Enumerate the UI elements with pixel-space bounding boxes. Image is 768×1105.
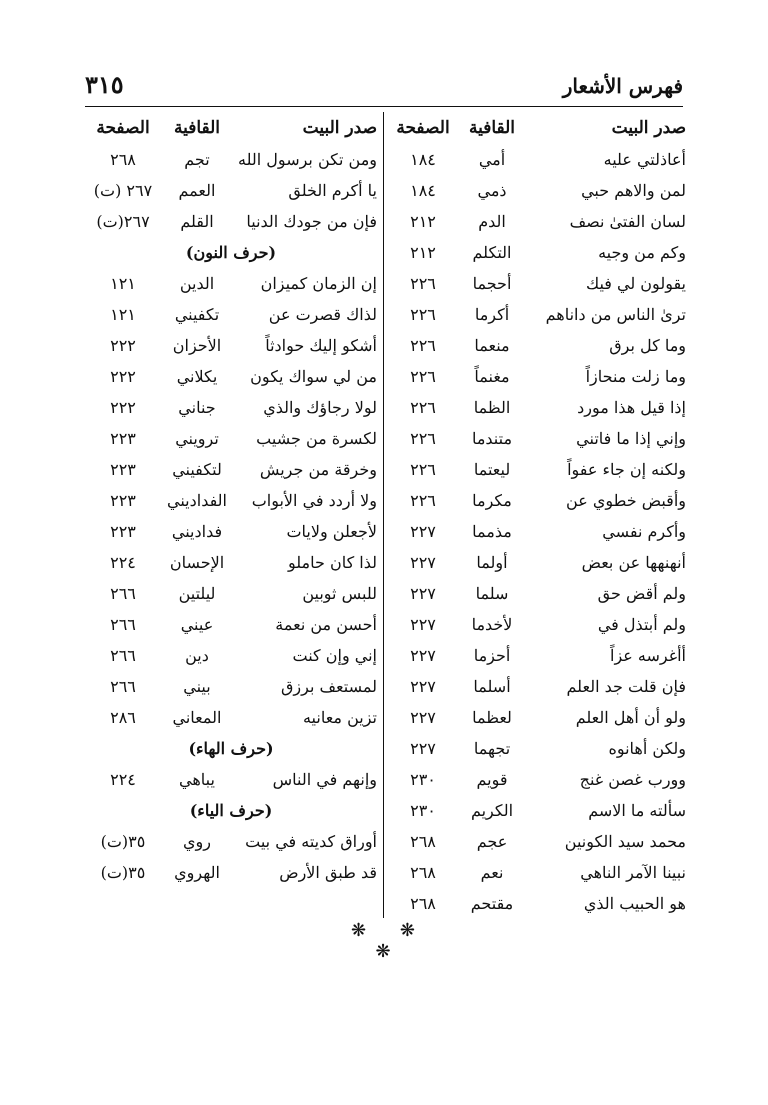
page-ref: ٢٦٨: [410, 832, 436, 851]
verse-start: أأغرسه عزاً: [610, 646, 686, 665]
rhyme-word: ليلتين: [178, 584, 216, 603]
page-ref: ٢٦٧ (ت): [93, 181, 153, 200]
index-entry: [85, 175, 377, 206]
page-title: فهرس الأشعار: [562, 74, 683, 98]
page-ref: ٢٦٨: [110, 150, 136, 169]
index-entry: [85, 516, 377, 547]
index-entry: [85, 857, 377, 888]
index-entry: [85, 299, 377, 330]
page-ref: ٢٢٢: [110, 367, 136, 386]
index-entry: [390, 609, 686, 640]
index-entry: [85, 702, 377, 733]
page-ref: ٢٢٦: [410, 491, 436, 510]
index-entry: [390, 175, 686, 206]
verse-start: لأجعلن ولايات: [286, 522, 377, 541]
verse-start: أحسن من نعمة: [275, 615, 377, 634]
verse-start: هو الحبيب الذي: [583, 894, 686, 913]
verse-start: إن الزمان كميزان: [260, 274, 377, 293]
rhyme-word: لتكفيني: [172, 460, 222, 479]
section-label: (حرف الياء): [189, 801, 273, 820]
page-ref: ٢٢٣: [110, 491, 136, 510]
page-ref: ٢٣٠: [410, 770, 436, 789]
rhyme-word: الهروي: [174, 863, 220, 882]
page-ref: ١٨٤: [410, 181, 436, 200]
rhyme-word: أحجما: [472, 274, 512, 293]
page-ref: ٢٢٢: [110, 336, 136, 355]
rhyme-word: أحزما: [473, 646, 511, 665]
page-ref: ٢٢٧: [410, 708, 436, 727]
rhyme-word: لعظما: [472, 708, 512, 727]
rhyme-word: القلم: [180, 212, 214, 231]
rhyme-word: ليعتما: [473, 460, 511, 479]
verse-start: لكسرة من جشيب: [256, 429, 377, 448]
verse-start: ولكن أهانوه: [608, 739, 686, 758]
header-rule: [85, 106, 683, 107]
index-entry: [85, 609, 377, 640]
rhyme-word: لأخدما: [471, 615, 513, 634]
rhyme-word: سلما: [475, 584, 509, 603]
index-entry: [390, 702, 686, 733]
index-entry: [390, 516, 686, 547]
page-ref: ٢٢٧: [410, 522, 436, 541]
rhyme-word: متندما: [471, 429, 513, 448]
letter-section-heading: [85, 237, 377, 268]
rhyme-word: الإحسان: [169, 553, 225, 572]
rhyme-word: مذمما: [472, 522, 512, 541]
page-ref: ٢٢٧: [410, 553, 436, 572]
verse-start: ومن تكن برسول الله: [238, 150, 377, 169]
verse-start: وإني إذا ما فاتني: [576, 429, 686, 448]
section-label: (حرف النون): [185, 243, 277, 262]
rhyme-word: تجهما: [473, 739, 511, 758]
letter-section-heading: [85, 795, 377, 826]
header-verse-start: صدر البيت: [302, 118, 377, 138]
rhyme-word: يباهي: [179, 770, 215, 789]
rhyme-word: عيني: [180, 615, 214, 634]
rhyme-word: الكريم: [470, 801, 514, 820]
page-ref: ٢٦٦: [110, 677, 136, 696]
verse-start: ولكنه إن جاء عفواً: [567, 460, 686, 479]
column-divider: [383, 112, 384, 918]
verse-start: يا أكرم الخلق: [288, 181, 377, 200]
page-ref: ٢١٢: [410, 212, 436, 231]
verse-start: فإن قلت جد العلم: [566, 677, 686, 696]
index-entry: [85, 578, 377, 609]
index-entry: [85, 454, 377, 485]
page-ref: ٢٢٧: [410, 739, 436, 758]
header-page: الصفحة: [96, 118, 150, 138]
header-verse-start: صدر البيت: [611, 118, 686, 138]
index-entry: [390, 206, 686, 237]
index-entry: [390, 423, 686, 454]
header-rhyme: القافية: [468, 118, 516, 138]
rhyme-word: فداديني: [171, 522, 223, 541]
page-number: ٣١٥: [85, 70, 124, 99]
page-ref: ١٨٤: [410, 150, 436, 169]
verse-start: أشكو إليك حوادثاً: [265, 336, 377, 355]
page-ref: ٢٨٦: [110, 708, 136, 727]
verse-start: وخرقة من جريش: [259, 460, 377, 479]
rhyme-word: أكرما: [474, 305, 510, 324]
rhyme-word: عجم: [476, 832, 508, 851]
verse-start: نبينا الآمر الناهي: [580, 863, 686, 882]
page-ref: ٣٥(ت): [100, 832, 146, 851]
header-rhyme: القافية: [173, 118, 221, 138]
page-ref: ٢٢٦: [410, 367, 436, 386]
page-ref: ٣٥(ت): [100, 863, 146, 882]
verse-start: ولم أقض حق: [597, 584, 686, 603]
rhyme-word: قويم: [476, 770, 508, 789]
page-ref: ٢٢٧: [410, 677, 436, 696]
rhyme-word: ترويني: [175, 429, 219, 448]
rhyme-word: تجم: [184, 150, 210, 169]
page-ref: ٢٢٦: [410, 398, 436, 417]
verse-start: فإن من جودك الدنيا: [246, 212, 377, 231]
page-ref: ٢٦٦: [110, 615, 136, 634]
index-entry: [390, 826, 686, 857]
verse-start: قد طبق الأرض: [279, 863, 377, 882]
verse-start: وإنهم في الناس: [272, 770, 377, 789]
index-entry: [85, 485, 377, 516]
index-entry: [390, 857, 686, 888]
rhyme-word: أمي: [478, 150, 506, 169]
header-page: الصفحة: [396, 118, 450, 138]
index-entry: [85, 640, 377, 671]
verse-start: تزين معانيه: [302, 708, 377, 727]
index-entry: [390, 268, 686, 299]
index-entry: [390, 299, 686, 330]
verse-start: لمستعف برزق: [280, 677, 377, 696]
verse-start: أوراق كديته في بيت: [245, 832, 377, 851]
verse-start: وورب غصن غنج: [579, 770, 686, 789]
letter-section-heading: [85, 733, 377, 764]
index-entry: [85, 268, 377, 299]
rhyme-word: مغنماً: [474, 367, 510, 386]
rhyme-word: جناني: [178, 398, 216, 417]
verse-start: وكم من وجيه: [598, 243, 686, 262]
page-ref: ٢٢٦: [410, 305, 436, 324]
verse-start: لولا رجاؤك والذي: [263, 398, 377, 417]
rhyme-word: أسلما: [473, 677, 511, 696]
rhyme-word: الأحزان: [172, 336, 222, 355]
verse-start: وأقبض خطوي عن: [566, 491, 686, 510]
rhyme-word: بيني: [183, 677, 211, 696]
index-entry: [390, 454, 686, 485]
page-ref: ٢٢٦: [410, 336, 436, 355]
rhyme-word: التكلم: [472, 243, 512, 262]
page-ref: ٢٢٦: [410, 274, 436, 293]
rhyme-word: دين: [185, 646, 209, 665]
index-entry: [390, 547, 686, 578]
index-entry: [390, 795, 686, 826]
page-ref: ٢٢٤: [110, 770, 136, 789]
verse-start: لسان الفتىٰ نصف: [569, 212, 686, 231]
rhyme-word: الظما: [473, 398, 511, 417]
verse-start: للبس ثوبين: [302, 584, 377, 603]
index-entry: [85, 423, 377, 454]
index-entry: [85, 206, 377, 237]
rhyme-word: روي: [183, 832, 211, 851]
verse-start: يقولون لي فيك: [585, 274, 686, 293]
rhyme-word: العمم: [178, 181, 216, 200]
index-entry: [390, 733, 686, 764]
page-ref: ٢٦٦: [110, 584, 136, 603]
index-entry: [85, 361, 377, 392]
rhyme-word: مكرما: [472, 491, 512, 510]
index-entry: [85, 330, 377, 361]
end-ornament: ❋ ❋ ❋: [351, 920, 429, 962]
index-entry: [85, 671, 377, 702]
verse-start: لمن والاهم حبي: [581, 181, 686, 200]
verse-start: لذاك قصرت عن: [268, 305, 377, 324]
verse-start: وأكرم نفسي: [602, 522, 686, 541]
page-ref: ٢٦٧(ت): [96, 212, 150, 231]
index-entry: [390, 640, 686, 671]
rhyme-word: منعما: [474, 336, 510, 355]
rhyme-word: المعاني: [172, 708, 222, 727]
verse-start: ولو أن أهل العلم: [575, 708, 686, 727]
page-ref: ٢٣٠: [410, 801, 436, 820]
verse-start: ولم أبتذل في: [597, 615, 686, 634]
page-ref: ٢٢٣: [110, 460, 136, 479]
verse-start: وما كل برق: [609, 336, 686, 355]
page-header: [85, 70, 683, 102]
verse-start: أعاذلتي عليه: [603, 150, 686, 169]
verse-start: أنهنهها عن بعض: [581, 553, 686, 572]
index-entry: [390, 485, 686, 516]
verse-start: ترىٰ الناس من داناهم: [545, 305, 686, 324]
verse-start: ولا أردد في الأبواب: [251, 491, 377, 510]
page-ref: ٢٦٨: [410, 863, 436, 882]
index-entry: [85, 547, 377, 578]
index-entry: [390, 361, 686, 392]
rhyme-word: يكلاني: [176, 367, 218, 386]
rhyme-word: أولما: [476, 553, 508, 572]
index-entry: [390, 578, 686, 609]
page-ref: ٢٢٣: [110, 522, 136, 541]
page-ref: ٢٦٦: [110, 646, 136, 665]
index-column-right: [390, 113, 686, 919]
index-entry: [390, 144, 686, 175]
verse-start: محمد سيد الكونين: [564, 832, 686, 851]
rhyme-word: الدين: [179, 274, 215, 293]
index-entry: [85, 826, 377, 857]
rhyme-word: الدم: [478, 212, 506, 231]
page-ref: ٢١٢: [410, 243, 436, 262]
index-entry: [390, 888, 686, 919]
section-label: (حرف الهاء): [188, 739, 274, 758]
page-ref: ٢٢٦: [410, 460, 436, 479]
verse-start: سألته ما الاسم: [588, 801, 686, 820]
rhyme-word: نعم: [480, 863, 504, 882]
rhyme-word: ذمي: [477, 181, 507, 200]
page-ref: ١٢١: [110, 274, 136, 293]
page-ref: ٢٢٧: [410, 584, 436, 603]
rhyme-word: تكفيني: [174, 305, 220, 324]
index-entry: [390, 392, 686, 423]
index-entry: [85, 392, 377, 423]
verse-start: من لي سواك يكون: [250, 367, 377, 386]
column-header-row: [390, 113, 686, 144]
page-ref: ٢٢٤: [110, 553, 136, 572]
index-entry: [390, 671, 686, 702]
verse-start: لذا كان حاملو: [287, 553, 377, 572]
column-header-row: [85, 113, 377, 144]
verse-start: إذا قيل هذا مورد: [577, 398, 686, 417]
rhyme-word: مقتحم: [470, 894, 514, 913]
index-entry: [390, 764, 686, 795]
page-ref: ٢٦٨: [410, 894, 436, 913]
page-ref: ١٢١: [110, 305, 136, 324]
page-ref: ٢٢٦: [410, 429, 436, 448]
index-entry: [85, 144, 377, 175]
verse-start: وما زلت منحازاً: [585, 367, 686, 386]
verse-start: إني وإن كنت: [292, 646, 377, 665]
page-ref: ٢٢٢: [110, 398, 136, 417]
index-entry: [85, 764, 377, 795]
index-column-left: [85, 113, 377, 888]
page-ref: ٢٢٧: [410, 646, 436, 665]
page-ref: ٢٢٧: [410, 615, 436, 634]
index-entry: [390, 330, 686, 361]
index-entry: [390, 237, 686, 268]
rhyme-word: الفداديني: [167, 491, 227, 510]
page-ref: ٢٢٣: [110, 429, 136, 448]
